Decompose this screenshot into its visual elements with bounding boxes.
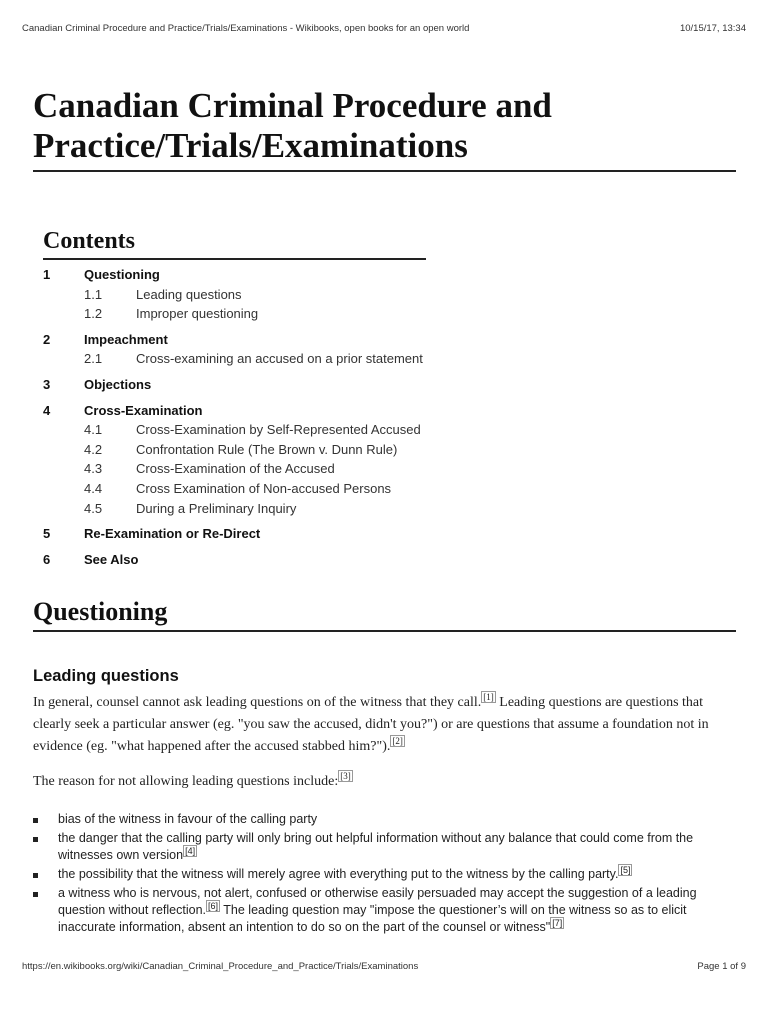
toc-heading: Contents [43, 228, 136, 254]
toc-number: 1 [43, 267, 51, 282]
toc-number: 4.3 [84, 461, 103, 477]
paragraph-leading-questions [33, 692, 736, 758]
section-heading: Questioning [33, 597, 168, 626]
toc-number: 2.1 [84, 351, 103, 367]
toc-link[interactable]: Cross Examination of Non-accused Persons [136, 480, 392, 496]
bullet-icon [33, 873, 38, 878]
toc-list [43, 265, 426, 569]
section-divider [33, 630, 736, 632]
citation-link[interactable]: [7] [552, 917, 563, 928]
paragraph-text: Leading questions are questions that clearly seek a particular answer (eg. "you saw the accused, didn't you?") or are questions that assume a foundation not in evidence (eg. "what happened after the accused stabbed him?"). [33, 695, 709, 754]
toc-subitem [84, 285, 426, 305]
toc-subitem [84, 420, 426, 440]
print-footer [22, 961, 746, 972]
toc-link[interactable]: Cross-Examination of the Accused [136, 461, 335, 477]
toc-number: 6 [43, 551, 51, 567]
toc-link[interactable]: Impeachment [84, 331, 168, 347]
toc-number: 4.1 [84, 422, 103, 438]
bullet-icon [33, 818, 38, 823]
toc-link[interactable]: Cross-examining an accused on a prior statement [136, 351, 423, 367]
toc-number: 4.4 [84, 480, 103, 496]
toc-subitem [84, 440, 426, 460]
toc-subitem [84, 349, 426, 369]
print-footer-page: Page 1 of 9 [697, 961, 746, 972]
paragraph-reasons [33, 771, 736, 793]
list-item-text: the danger that the calling party will only bring out helpful information without any balance that could come from the witnesses own version [58, 831, 694, 862]
paragraph-text: The reason for not allowing leading questions include: [33, 774, 339, 789]
print-header-datetime: 10/15/17, 13:34 [679, 23, 746, 34]
paragraph-text: In general, counsel cannot ask leading questions on of the witness that they call. [33, 695, 482, 710]
list-item-text: bias of the witness in favour of the calling party [58, 812, 318, 826]
toc-link[interactable]: See Also [84, 551, 139, 567]
list-item [33, 811, 736, 828]
print-header-title: Canadian Criminal Procedure and Practice/Trials/Examinations - Wikibooks, open books for an open world [22, 23, 470, 34]
toc-number: 4 [43, 402, 51, 418]
toc-item [43, 375, 426, 395]
toc-item [43, 265, 426, 324]
toc-link[interactable]: Cross-Examination by Self-Represented Accused [136, 422, 421, 438]
toc-number: 4.2 [84, 441, 103, 457]
list-item [33, 885, 736, 936]
table-of-contents [43, 226, 426, 575]
toc-sublist [43, 420, 426, 518]
toc-number: 3 [43, 376, 51, 392]
toc-sublist [43, 285, 426, 324]
toc-sublist [43, 349, 426, 369]
list-item [33, 830, 736, 864]
title-divider [33, 170, 736, 172]
subsection-heading: Leading questions [33, 667, 179, 685]
citation-link[interactable]: [1] [483, 692, 494, 703]
toc-item [43, 330, 426, 369]
citation-link[interactable]: [5] [620, 864, 631, 875]
toc-link[interactable]: Re-Examination or Re-Direct [84, 526, 261, 542]
citation-link[interactable]: [4] [185, 845, 196, 856]
citation-link[interactable]: [2] [392, 736, 403, 747]
toc-item [43, 550, 426, 570]
toc-link[interactable]: Objections [84, 376, 152, 392]
toc-number: 5 [43, 526, 51, 542]
toc-number: 4.5 [84, 500, 103, 516]
bullet-icon [33, 837, 38, 842]
toc-subitem [84, 459, 426, 479]
toc-item [43, 524, 426, 544]
toc-link[interactable]: Leading questions [136, 286, 242, 302]
list-item [33, 866, 736, 883]
toc-subitem [84, 499, 426, 519]
page-title: Canadian Criminal Procedure and Practice/Trials/Examinations [33, 86, 552, 165]
toc-link[interactable]: Improper questioning [136, 306, 259, 322]
reasons-list [33, 811, 736, 938]
toc-link[interactable]: Confrontation Rule (The Brown v. Dunn Rule) [136, 441, 398, 457]
toc-link[interactable]: Questioning [84, 267, 160, 282]
toc-number: 2 [43, 331, 51, 347]
print-header [22, 23, 746, 34]
list-item-text: a witness who is nervous, not alert, confused or otherwise easily persuaded may accept the suggestion of a leading question without reflection. [58, 886, 697, 917]
toc-link[interactable]: Cross-Examination [84, 402, 203, 418]
list-item-text: The leading question may "impose the questioner’s will on the witness so as to elicit inaccurate information, absent an intention to do so on the part of the counsel or witness" [58, 903, 687, 934]
citation-link[interactable]: [6] [208, 900, 219, 911]
bullet-icon [33, 892, 38, 897]
toc-subitem [84, 479, 426, 499]
citation-link[interactable]: [3] [340, 771, 351, 782]
toc-number: 1.2 [84, 306, 103, 322]
toc-number: 1.1 [84, 286, 103, 302]
toc-item [43, 401, 426, 519]
toc-divider [43, 258, 426, 260]
print-footer-url: https://en.wikibooks.org/wiki/Canadian_Criminal_Procedure_and_Practice/Trials/Examinations [22, 961, 419, 972]
toc-link[interactable]: During a Preliminary Inquiry [136, 500, 297, 516]
list-item-text: the possibility that the witness will merely agree with everything put to the witness by the calling party. [58, 867, 619, 881]
toc-subitem [84, 304, 426, 324]
